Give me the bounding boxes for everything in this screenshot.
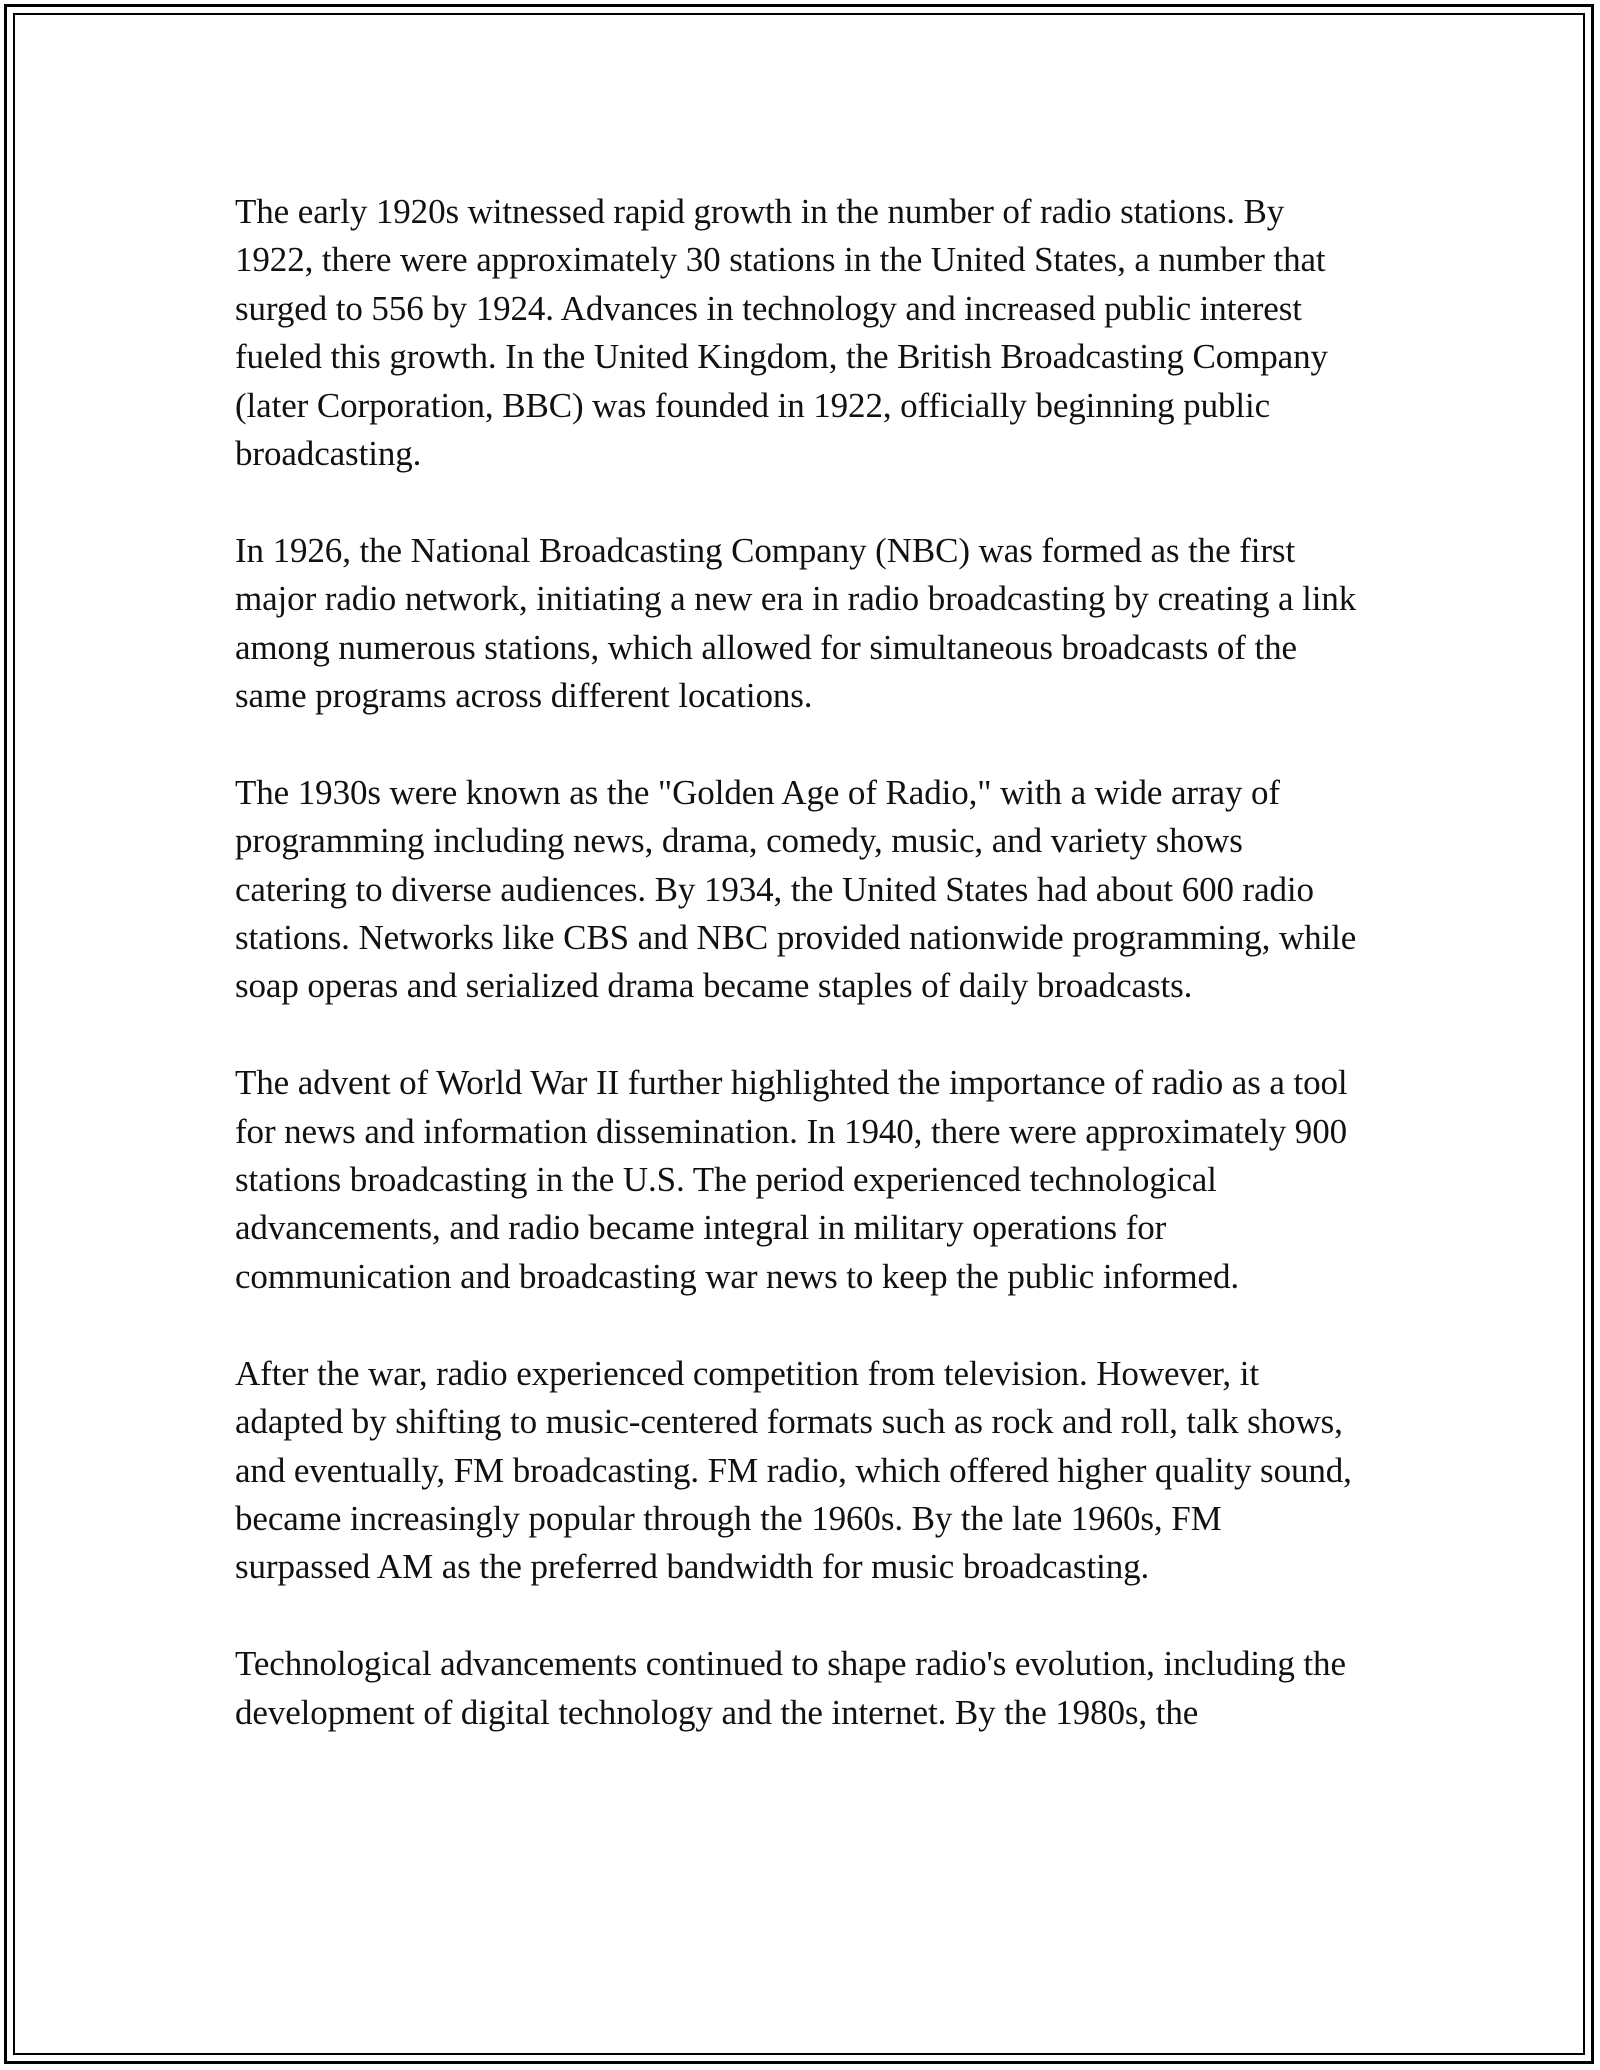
paragraph-technological-advancements: Technological advancements continued to shape radio's evolution, including the development of digital technology and the internet. By the 1980s, the — [235, 1644, 1346, 1732]
paragraph-post-war: After the war, radio experienced competition from television. However, it adapted by shifting to music-centered formats such as rock and roll, talk shows, and eventually, FM broadcasting. FM radio, which offered higher quality sound, became increasingly popular through the 1960s. By the late 1960s, FM surpassed AM as the preferred bandwidth for music broadcasting. — [235, 1353, 1352, 1587]
paragraph-golden-age: The 1930s were known as the "Golden Age of Radio," with a wide array of programming including news, drama, comedy, music, and variety shows catering to diverse audiences. By 1934, the United States had about 600 radio stations. Networks like CBS and NBC provided nationwide programming, while soap operas and serialized drama became staples of daily broadcasts. — [235, 772, 1357, 1006]
paragraph-1920s-growth: The early 1920s witnessed rapid growth in the number of radio stations. By 1922, there were approximately 30 stations in the United States, a number that surged to 556 by 1924. Advances in technology and increased public interest fueled this growth. In the United Kingdom, the British Broadcasting Company (later Corporation, BBC) was founded in 1922, officially beginning public broadcasting. — [235, 192, 1328, 474]
paragraph-nbc-founding: In 1926, the National Broadcasting Company (NBC) was formed as the first major radio network, initiating a new era in radio broadcasting by creating a link among numerous stations, which allowed for simultaneous broadcasts of the same programs across different locations. — [235, 530, 1357, 716]
document-body — [235, 188, 1360, 1737]
paragraph-world-war-ii: The advent of World War II further highlighted the importance of radio as a tool for news and information dissemination. In 1940, there were approximately 900 stations broadcasting in the U.S. The period experienced technological advancements, and radio became integral in military operations for communication and broadcasting war news to keep the public informed. — [235, 1063, 1348, 1296]
